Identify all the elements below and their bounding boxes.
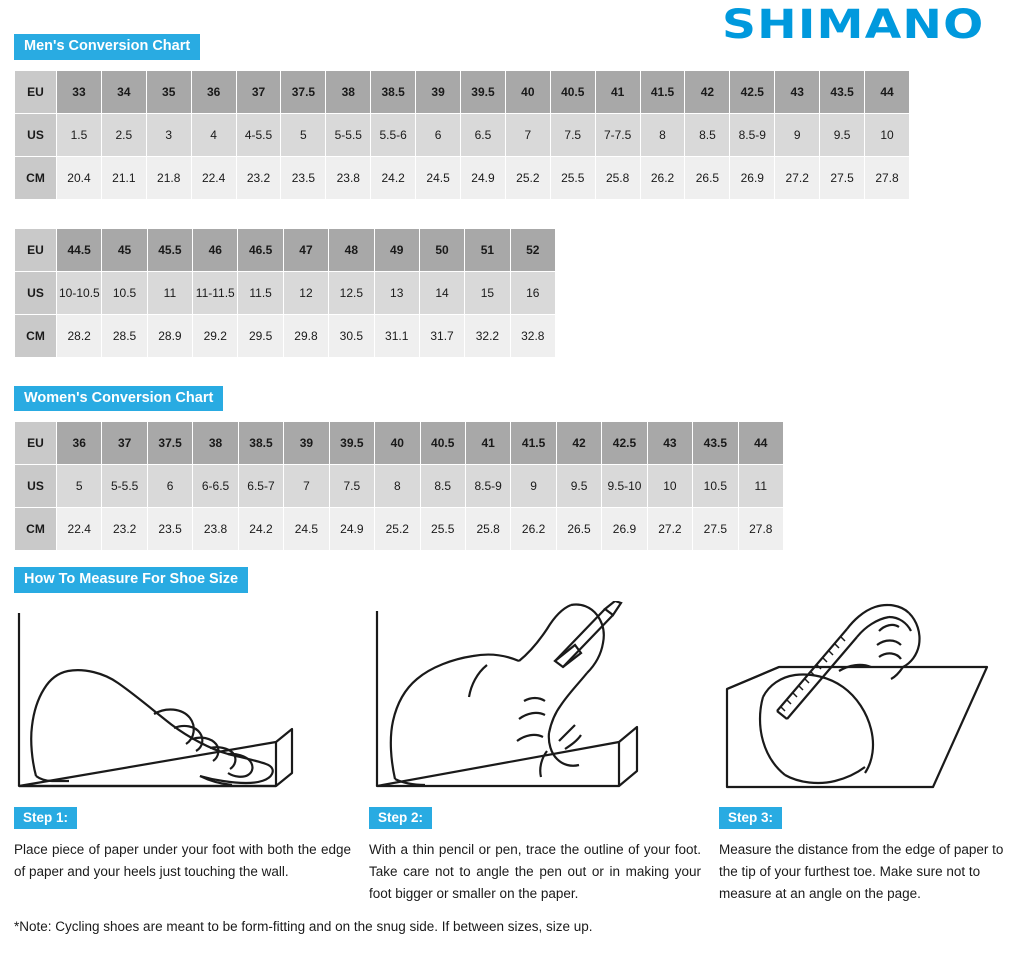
table-cell: 5 xyxy=(57,465,102,508)
table-cell: 13 xyxy=(374,271,419,314)
table-cell: 23.8 xyxy=(326,156,371,199)
table-cell: 8.5-9 xyxy=(465,465,510,508)
table-cell: 12 xyxy=(283,271,328,314)
table-cell: 27.2 xyxy=(647,508,692,551)
table-row-cm xyxy=(15,156,910,199)
mens-chart-title: Men's Conversion Chart xyxy=(14,34,200,60)
table-cell: 26.9 xyxy=(730,156,775,199)
table-row-eu xyxy=(15,70,910,113)
table-cell: 24.5 xyxy=(416,156,461,199)
table-cell: 8.5-9 xyxy=(730,113,775,156)
table-cell: 26.2 xyxy=(640,156,685,199)
table-cell: 5 xyxy=(281,113,326,156)
table-row-us xyxy=(15,465,784,508)
table-cell: 29.5 xyxy=(238,314,283,357)
table-cell: 28.5 xyxy=(102,314,147,357)
table-cell: 45 xyxy=(102,228,147,271)
table-cell: 9.5 xyxy=(556,465,601,508)
table-cell: 6.5-7 xyxy=(238,465,283,508)
womens-chart-title: Women's Conversion Chart xyxy=(14,386,223,412)
table-cell: 40.5 xyxy=(420,422,465,465)
how-to-measure-section xyxy=(14,567,1010,905)
step-2-text: With a thin pencil or pen, trace the outline of your foot. Take care not to angle the pen out or in making your foot bigger or smaller on the paper. xyxy=(369,842,701,901)
table-cell: 44 xyxy=(738,422,783,465)
table-cell: 42.5 xyxy=(730,70,775,113)
table-cell: 43 xyxy=(647,422,692,465)
table-cell: 4-5.5 xyxy=(236,113,281,156)
table-cell: 39 xyxy=(416,70,461,113)
table-cell: 36 xyxy=(191,70,236,113)
measure-step-1 xyxy=(14,601,369,905)
table-cell: 25.2 xyxy=(375,508,420,551)
table-cell: 27.5 xyxy=(693,508,738,551)
mens-size-table-part1 xyxy=(14,70,910,200)
row-label-us: US xyxy=(15,113,57,156)
table-cell: 12.5 xyxy=(329,271,374,314)
table-cell: 5.5-6 xyxy=(371,113,416,156)
table-cell: 46 xyxy=(193,228,238,271)
table-cell: 30.5 xyxy=(329,314,374,357)
table-cell: 33 xyxy=(57,70,102,113)
table-cell: 8.5 xyxy=(685,113,730,156)
table-cell: 35 xyxy=(146,70,191,113)
table-cell: 52 xyxy=(510,228,555,271)
row-label-eu: EU xyxy=(15,70,57,113)
table-cell: 44.5 xyxy=(57,228,102,271)
table-cell: 22.4 xyxy=(57,508,102,551)
step-2-badge: Step 2: xyxy=(369,807,432,830)
table-cell: 38 xyxy=(326,70,371,113)
step-3-text: Measure the distance from the edge of paper to the tip of your furthest toe. Make sure not to measure at an angle on the page. xyxy=(719,842,1004,901)
table-cell: 21.8 xyxy=(146,156,191,199)
table-cell: 10 xyxy=(865,113,910,156)
table-cell: 16 xyxy=(510,271,555,314)
table-cell: 32.8 xyxy=(510,314,555,357)
table-cell: 25.8 xyxy=(465,508,510,551)
row-label-cm: CM xyxy=(15,508,57,551)
table-cell: 41.5 xyxy=(640,70,685,113)
table-cell: 47 xyxy=(283,228,328,271)
table-row-us xyxy=(15,271,556,314)
table-cell: 7-7.5 xyxy=(595,113,640,156)
table-cell: 10.5 xyxy=(693,465,738,508)
step-1-badge: Step 1: xyxy=(14,807,77,830)
table-cell: 6-6.5 xyxy=(193,465,238,508)
table-cell: 4 xyxy=(191,113,236,156)
table-cell: 24.5 xyxy=(284,508,329,551)
table-cell: 45.5 xyxy=(147,228,192,271)
table-cell: 26.5 xyxy=(556,508,601,551)
table-cell: 38.5 xyxy=(238,422,283,465)
table-cell: 28.9 xyxy=(147,314,192,357)
table-cell: 31.7 xyxy=(419,314,464,357)
table-cell: 42.5 xyxy=(602,422,647,465)
table-cell: 28.2 xyxy=(57,314,102,357)
measure-step-3 xyxy=(719,601,1009,905)
table-cell: 8 xyxy=(375,465,420,508)
table-cell: 24.9 xyxy=(329,508,374,551)
table-cell: 11-11.5 xyxy=(193,271,238,314)
table-cell: 36 xyxy=(57,422,102,465)
table-cell: 34 xyxy=(101,70,146,113)
table-cell: 49 xyxy=(374,228,419,271)
row-label-cm: CM xyxy=(15,314,57,357)
table-cell: 11 xyxy=(738,465,783,508)
row-label-eu: EU xyxy=(15,228,57,271)
table-cell: 3 xyxy=(146,113,191,156)
table-cell: 25.5 xyxy=(550,156,595,199)
table-cell: 29.8 xyxy=(283,314,328,357)
table-cell: 10.5 xyxy=(102,271,147,314)
how-to-measure-title: How To Measure For Shoe Size xyxy=(14,567,248,593)
table-cell: 23.2 xyxy=(102,508,147,551)
table-cell: 7 xyxy=(284,465,329,508)
table-cell: 11 xyxy=(147,271,192,314)
table-cell: 24.2 xyxy=(371,156,416,199)
table-cell: 51 xyxy=(465,228,510,271)
table-cell: 15 xyxy=(465,271,510,314)
table-cell: 24.2 xyxy=(238,508,283,551)
table-cell: 41.5 xyxy=(511,422,556,465)
table-cell: 27.5 xyxy=(820,156,865,199)
table-cell: 21.1 xyxy=(101,156,146,199)
table-cell: 46.5 xyxy=(238,228,283,271)
table-cell: 38 xyxy=(193,422,238,465)
table-cell: 14 xyxy=(419,271,464,314)
table-row-us xyxy=(15,113,910,156)
row-label-us: US xyxy=(15,271,57,314)
table-cell: 31.1 xyxy=(374,314,419,357)
table-cell: 10 xyxy=(647,465,692,508)
table-cell: 40 xyxy=(505,70,550,113)
table-cell: 43 xyxy=(775,70,820,113)
table-cell: 25.5 xyxy=(420,508,465,551)
table-cell: 40 xyxy=(375,422,420,465)
table-cell: 25.2 xyxy=(505,156,550,199)
table-cell: 9.5 xyxy=(820,113,865,156)
table-cell: 5-5.5 xyxy=(102,465,147,508)
tracing-foot-illustration xyxy=(369,601,701,801)
table-cell: 42 xyxy=(556,422,601,465)
table-row-cm xyxy=(15,314,556,357)
table-cell: 40.5 xyxy=(550,70,595,113)
table-cell: 6 xyxy=(147,465,192,508)
table-cell: 29.2 xyxy=(193,314,238,357)
table-cell: 41 xyxy=(465,422,510,465)
measure-steps xyxy=(14,601,1010,905)
measure-step-2 xyxy=(369,601,719,905)
table-cell: 37 xyxy=(102,422,147,465)
table-cell: 7.5 xyxy=(550,113,595,156)
table-cell: 42 xyxy=(685,70,730,113)
table-cell: 5-5.5 xyxy=(326,113,371,156)
table-cell: 39.5 xyxy=(461,70,506,113)
table-cell: 8.5 xyxy=(420,465,465,508)
row-label-eu: EU xyxy=(15,422,57,465)
table-cell: 23.5 xyxy=(147,508,192,551)
table-cell: 44 xyxy=(865,70,910,113)
table-cell: 37.5 xyxy=(147,422,192,465)
table-cell: 23.8 xyxy=(193,508,238,551)
table-cell: 7.5 xyxy=(329,465,374,508)
table-cell: 23.5 xyxy=(281,156,326,199)
table-cell: 26.5 xyxy=(685,156,730,199)
step-1-text: Place piece of paper under your foot with both the edge of paper and your heels just touching the wall. xyxy=(14,842,351,879)
table-cell: 43.5 xyxy=(820,70,865,113)
table-cell: 39 xyxy=(284,422,329,465)
table-cell: 32.2 xyxy=(465,314,510,357)
table-row-cm xyxy=(15,508,784,551)
row-label-us: US xyxy=(15,465,57,508)
table-cell: 8 xyxy=(640,113,685,156)
table-cell: 39.5 xyxy=(329,422,374,465)
table-cell: 9.5-10 xyxy=(602,465,647,508)
table-cell: 6.5 xyxy=(461,113,506,156)
table-cell: 22.4 xyxy=(191,156,236,199)
table-cell: 27.8 xyxy=(865,156,910,199)
table-cell: 48 xyxy=(329,228,374,271)
table-cell: 9 xyxy=(775,113,820,156)
table-cell: 24.9 xyxy=(461,156,506,199)
shimano-logo: SHIMANO xyxy=(721,2,984,48)
table-cell: 26.9 xyxy=(602,508,647,551)
mens-size-table-part2 xyxy=(14,228,556,358)
table-cell: 41 xyxy=(595,70,640,113)
table-cell: 2.5 xyxy=(101,113,146,156)
table-cell: 26.2 xyxy=(511,508,556,551)
measuring-tape-illustration xyxy=(719,601,1009,801)
table-cell: 23.2 xyxy=(236,156,281,199)
table-cell: 9 xyxy=(511,465,556,508)
table-cell: 20.4 xyxy=(57,156,102,199)
table-cell: 25.8 xyxy=(595,156,640,199)
womens-size-table xyxy=(14,421,784,551)
table-cell: 37 xyxy=(236,70,281,113)
table-cell: 38.5 xyxy=(371,70,416,113)
table-cell: 11.5 xyxy=(238,271,283,314)
table-cell: 37.5 xyxy=(281,70,326,113)
table-cell: 1.5 xyxy=(57,113,102,156)
table-cell: 27.8 xyxy=(738,508,783,551)
step-3-badge: Step 3: xyxy=(719,807,782,830)
table-cell: 10-10.5 xyxy=(57,271,102,314)
table-cell: 50 xyxy=(419,228,464,271)
foot-on-paper-illustration xyxy=(14,601,351,801)
table-cell: 7 xyxy=(505,113,550,156)
table-row-eu xyxy=(15,422,784,465)
table-cell: 43.5 xyxy=(693,422,738,465)
table-cell: 6 xyxy=(416,113,461,156)
table-cell: 27.2 xyxy=(775,156,820,199)
table-row-eu xyxy=(15,228,556,271)
row-label-cm: CM xyxy=(15,156,57,199)
footnote: *Note: Cycling shoes are meant to be form-fitting and on the snug side. If between sizes, size up. xyxy=(14,918,593,934)
